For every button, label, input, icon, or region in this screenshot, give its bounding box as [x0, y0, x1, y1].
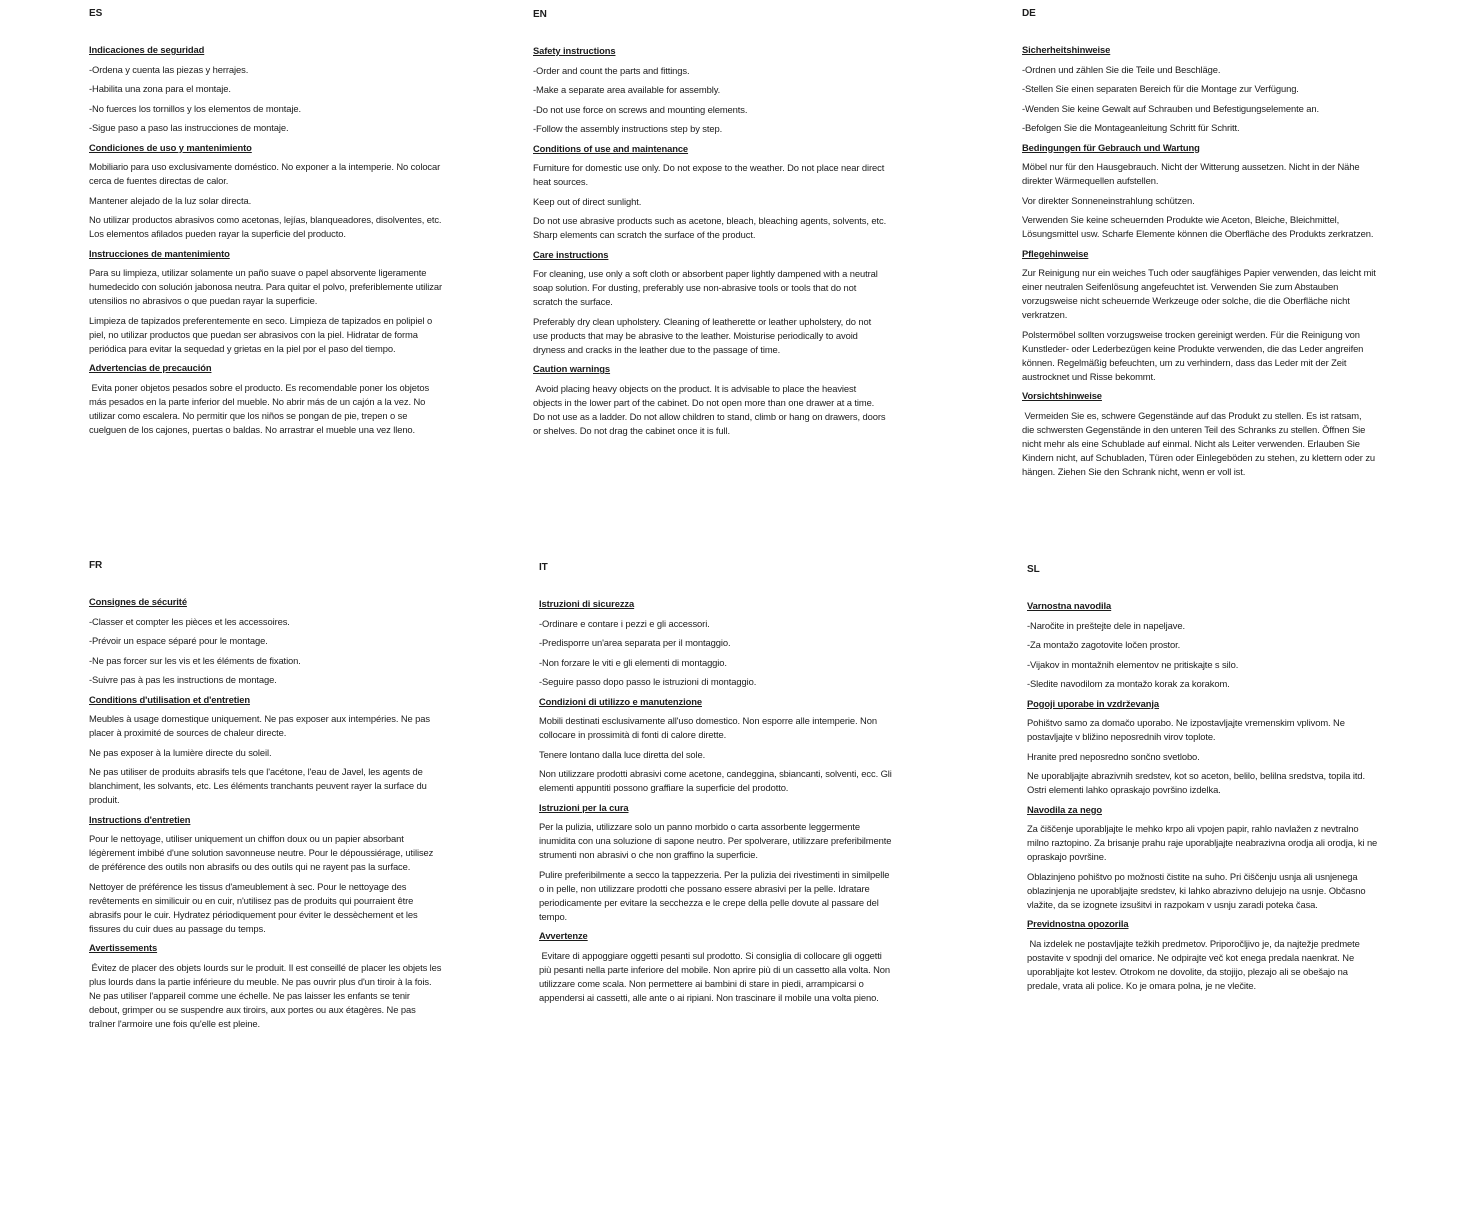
- paragraph: -Habilita una zona para el montaje.: [89, 83, 231, 94]
- paragraph: Preferably dry clean upholstery. Cleaning of leatherette or leather upholstery, do not use products that may be abrasive to the leather. Moisturise periodically to avoid dryness and cracks in the leather due to the passage of time.: [533, 315, 874, 355]
- paragraph: Möbel nur für den Hausgebrauch. Nicht der Witterung aussetzen. Nicht in der Nähe direkter Wärmequellen aufstellen.: [1022, 161, 1363, 186]
- paragraph: Para su limpieza, utilizar solamente un paño suave o papel absorvente ligeramente humedecido con solución jabonosa neutra. Para quitar el polvo, preferiblemente utilizar utensilios no abrasivos o que puedan rayar la superficie.: [89, 267, 445, 306]
- paragraph: -Sledite navodilom za montažo korak za korakom.: [1027, 678, 1230, 689]
- section-heading: Condiciones de uso y mantenimiento: [89, 141, 252, 153]
- section-it: [539, 562, 893, 1010]
- section-sl: [1027, 564, 1381, 998]
- section-heading: Consignes de sécurité: [89, 596, 187, 607]
- section-content-fr: [89, 595, 443, 1031]
- section-heading: Advertencias de precaución: [89, 362, 212, 373]
- paragraph: -Za montažo zagotovite ločen prostor.: [1027, 639, 1181, 650]
- section-heading: Pogoji uporabe in vzdrževanja: [1027, 697, 1160, 709]
- paragraph: -Seguire passo dopo passo le istruzioni di montaggio.: [539, 676, 757, 687]
- paragraph: Evita poner objetos pesados sobre el producto. Es recomendable poner los objetos más pesados en la parte inferior del mueble. No abrir más de un cajón a la vez. No utilizar como escalera. No permitir que los niños se pongan de pie, trepen o se cuelguen de los cajones, puertas o baldas. No arrastrar el mueble una vez lleno.: [89, 381, 432, 435]
- paragraph: -Vijakov in montažnih elementov ne pritiskajte s silo.: [1027, 658, 1239, 670]
- paragraph: Hranite pred neposredno sončno svetlobo.: [1027, 750, 1200, 762]
- paragraph: -Sigue paso a paso las instrucciones de montaje.: [89, 122, 289, 133]
- paragraph: -Follow the assembly instructions step by step.: [533, 123, 723, 134]
- paragraph: -Ordena y cuenta las piezas y herrajes.: [89, 63, 249, 75]
- paragraph: Nettoyer de préférence les tissus d'ameublement à sec. Pour le nettoyage des revêtements en similicuir ou en cuir, n'utilisez pas de produits qui pourraient être abrasifs pour le cuir. Hydratez périodiquement pour éviter le dessèchement et les fissures du cuir dues au passage du temps.: [89, 880, 421, 934]
- paragraph: Per la pulizia, utilizzare solo un panno morbido o carta assorbente leggermente inumidita con una soluzione di sapone neutro. Per spolverare, utilizzare preferibilmente strumenti non abrasivi o che non graffino la superficie.: [539, 821, 894, 860]
- paragraph: -Make a separate area available for assembly.: [533, 84, 721, 95]
- section-heading: Varnostna navodila: [1027, 600, 1112, 611]
- section-heading: Istruzioni di sicurezza: [539, 598, 635, 609]
- language-label-it: IT: [539, 562, 548, 573]
- paragraph: Do not use abrasive products such as acetone, bleach, bleaching agents, solvents, etc. Sharp elements can scratch the surface of the product.: [533, 215, 889, 240]
- section-fr: [89, 560, 443, 1036]
- paragraph: Polstermöbel sollten vorzugsweise trocken gereinigt werden. Für die Reinigung von Kunstleder- oder Lederbezügen keine Produkte verwenden, die das Leder angreifen können. Regelmäßig befeuchten, um zu verhindern, dass das Leder mit der Zeit austrocknet und Risse bekommt.: [1022, 328, 1366, 382]
- section-heading: Previdnostna opozorila: [1027, 918, 1129, 929]
- paragraph: Verwenden Sie keine scheuernden Produkte wie Aceton, Bleiche, Bleichmittel, Lösungsmittel usw. Scharfe Elemente können die Oberfläche des Produkts zerkratzen.: [1022, 214, 1374, 239]
- paragraph: Non utilizzare prodotti abrasivi come acetone, candeggina, sbiancanti, solventi, ecc. Gli elementi appuntiti possono graffiare la superficie del prodotto.: [539, 768, 895, 793]
- paragraph: Mobiliario para uso exclusivamente doméstico. No exponer a la intemperie. No colocar cerca de fuentes directas de calor.: [89, 161, 443, 186]
- section-en: [533, 9, 887, 443]
- paragraph: Evitare di appoggiare oggetti pesanti sul prodotto. Si consiglia di collocare gli oggetti più pesanti nella parte inferiore del mobile. Non aprire più di un cassetto alla volta. Non utilizzare come scala. Non permettere ai bambini di stare in piedi, arrampicarsi o appendersi ai cassetti, alle ante o ai ripiani. Non trascinare il mobile una volta pieno.: [539, 949, 893, 1003]
- paragraph: No utilizar productos abrasivos como acetonas, lejías, blanqueadores, disolventes, etc. Los elementos afilados pueden rayar la superficie del producto.: [89, 214, 444, 239]
- paragraph: -Suivre pas à pas les instructions de montage.: [89, 674, 277, 685]
- paragraph: Limpieza de tapizados preferentemente en seco. Limpieza de tapizados en polipiel o piel, no utilizar productos que puedan ser abrasivos con la piel. Hidratar de forma periódica para evitar la sequedad y grietas en la piel por el paso del tiempo.: [89, 314, 435, 354]
- paragraph: -Stellen Sie einen separaten Bereich für die Montage zur Verfügung.: [1022, 83, 1299, 94]
- section-content-es: [89, 43, 443, 437]
- section-heading: Navodila za nego: [1027, 803, 1102, 815]
- paragraph: -No fuerces los tornillos y los elementos de montaje.: [89, 102, 301, 114]
- section-es: [89, 8, 443, 442]
- section-heading: Conditions of use and maintenance: [533, 142, 689, 154]
- section-content-sl: [1027, 599, 1381, 993]
- paragraph: -Befolgen Sie die Montageanleitung Schritt für Schritt.: [1022, 122, 1240, 133]
- paragraph: Évitez de placer des objets lourds sur le produit. Il est conseillé de placer les objets les plus lourds dans la partie inférieure du meuble. Ne pas ouvrir plus d'un tiroir à la fois. Ne pas utiliser l'appareil comme une échelle. Ne pas laisser les enfants se tenir debout, grimper ou se suspendre aux tiroirs, aux portes ou aux étagères. Ne pas traîner l'armoire une fois qu'elle est pleine.: [89, 961, 444, 1029]
- section-heading: Istruzioni per la cura: [539, 801, 629, 813]
- paragraph: Mantener alejado de la luz solar directa.: [89, 194, 252, 206]
- section-heading: Caution warnings: [533, 363, 611, 374]
- paragraph: -Classer et compter les pièces et les accessoires.: [89, 615, 290, 627]
- language-label-en: EN: [533, 9, 547, 20]
- section-heading: Instrucciones de mantenimiento: [89, 247, 230, 259]
- section-heading: Avvertenze: [539, 930, 588, 941]
- section-heading: Safety instructions: [533, 45, 616, 56]
- section-heading: Pflegehinweise: [1022, 247, 1089, 259]
- paragraph: Ne pas utiliser de produits abrasifs tels que l'acétone, l'eau de Javel, les agents de blanchiment, les solvants, etc. Les éléments tranchants peuvent rayer la surface du produit.: [89, 766, 430, 805]
- paragraph: Zur Reinigung nur ein weiches Tuch oder saugfähiges Papier verwenden, das leicht mit einer neutralen Seifenlösung angefeuchtet ist. Verwenden Sie zum Abstauben vorzugsweise nicht scheuernde Werkzeuge oder solche, die die Oberfläche nicht verkratzen.: [1022, 267, 1379, 320]
- paragraph: -Non forzare le viti e gli elementi di montaggio.: [539, 656, 727, 668]
- section-heading: Sicherheitshinweise: [1022, 44, 1111, 55]
- paragraph: -Ne pas forcer sur les vis et les éléments de fixation.: [89, 654, 301, 666]
- paragraph: Mobili destinati esclusivamente all'uso domestico. Non esporre alle intemperie. Non collocare in prossimità di fonti di calore dirette.: [539, 715, 880, 740]
- paragraph: For cleaning, use only a soft cloth or absorbent paper lightly dampened with a neutral soap solution. For dusting, preferably use non-abrasive tools or tools that do not scratch the surface.: [533, 268, 881, 307]
- section-heading: Conditions d'utilisation et d'entretien: [89, 693, 250, 705]
- paragraph: Vor direkter Sonneneinstrahlung schützen.: [1022, 194, 1195, 206]
- language-label-es: ES: [89, 8, 103, 19]
- section-heading: Bedingungen für Gebrauch und Wartung: [1022, 141, 1200, 153]
- section-heading: Condizioni di utilizzo e manutenzione: [539, 695, 702, 707]
- paragraph: Pulire preferibilmente a secco la tappezzeria. Per la pulizia dei rivestimenti in similpelle o in pelle, non utilizzare prodotti che possano essere abrasivi per la pelle. Idratare periodicamente per evitare la secchezza e le crepe della pelle dovute al passare del tempo.: [539, 868, 892, 922]
- paragraph: Vermeiden Sie es, schwere Gegenstände auf das Produkt zu stellen. Es ist ratsam, die schwersten Gegenstände in den unteren Teil des Schranks zu stellen. Öffnen Sie nicht mehr als eine Schublade auf einmal. Nicht als Leiter verwenden. Erlauben Sie Kindern nicht, auf Schubladen, Türen oder Einlegeböden zu stehen, zu klettern oder zu hängen. Ziehen Sie den Schrank nicht, wenn er voll ist.: [1022, 409, 1378, 477]
- paragraph: Tenere lontano dalla luce diretta del sole.: [539, 748, 706, 760]
- paragraph: Pohištvo samo za domačo uporabo. Ne izpostavljajte vremenskim vplivom. Ne postavljajte v bližino neposrednih virov toplote.: [1027, 717, 1348, 742]
- paragraph: -Wenden Sie keine Gewalt auf Schrauben und Befestigungselemente an.: [1022, 102, 1319, 114]
- paragraph: -Naročite in preštejte dele in napeljave.: [1027, 619, 1185, 631]
- section-content-de: [1022, 43, 1379, 479]
- paragraph: Ne pas exposer à la lumière directe du soleil.: [89, 746, 272, 758]
- section-heading: Instructions d'entretien: [89, 813, 191, 825]
- paragraph: Ne uporabljajte abrazivnih sredstev, kot so aceton, belilo, belilna sredstva, topila itd. Ostri elementi lahko opraskajo površino izdelka.: [1027, 770, 1368, 795]
- section-heading: Vorsichtshinweise: [1022, 390, 1102, 401]
- section-content-en: [533, 44, 887, 438]
- paragraph: Furniture for domestic use only. Do not expose to the weather. Do not place near direct heat sources.: [533, 162, 887, 187]
- paragraph: Keep out of direct sunlight.: [533, 195, 642, 207]
- paragraph: -Ordinare e contare i pezzi e gli accessori.: [539, 617, 710, 629]
- paragraph: -Prévoir un espace séparé pour le montage.: [89, 635, 268, 646]
- paragraph: -Order and count the parts and fittings.: [533, 64, 690, 76]
- paragraph: Za čiščenje uporabljajte le mehko krpo ali vpojen papir, rahlo navlažen z nevtralno milno raztopino. Za brisanje prahu raje uporabljajte neabrazivna orodja ali orodja, ki ne opraskajo površine.: [1027, 823, 1380, 862]
- language-label-de: DE: [1022, 8, 1036, 19]
- language-label-sl: SL: [1027, 564, 1040, 575]
- section-heading: Care instructions: [533, 248, 609, 260]
- paragraph: Na izdelek ne postavljajte težkih predmetov. Priporočljivo je, da najtežje predmete postavite v spodnji del omarice. Ne odpirajte več kot enega predala naenkrat. Ne uporabljajte kot lestev. Otrokom ne dovolite, da stojijo, plezajo ali se obešajo na predale, vrata ali police. Ko je omara polna, je ne vlečite.: [1027, 937, 1363, 991]
- section-de: [1022, 8, 1379, 484]
- section-heading: Indicaciones de seguridad: [89, 44, 205, 55]
- paragraph: Oblazinjeno pohištvo po možnosti čistite na suho. Pri čiščenju usnja ali usnjenega oblazinjenja ne uporabljajte sredstev, ki lahko abrazivno delujejo na usnje. Občasno vlažite, da se izognete izsušitvi in razpokam v usnju zaradi poteka časa.: [1027, 870, 1369, 910]
- language-label-fr: FR: [89, 560, 103, 571]
- paragraph: -Ordnen und zählen Sie die Teile und Beschläge.: [1022, 63, 1221, 75]
- paragraph: -Predisporre un'area separata per il montaggio.: [539, 637, 731, 648]
- section-heading: Avertissements: [89, 942, 158, 953]
- paragraph: Avoid placing heavy objects on the product. It is advisable to place the heaviest objects in the lower part of the cabinet. Do not open more than one drawer at a time. Do not use as a ladder. Do not allow children to stand, climb or hang on drawers, doors or shelves. Do not drag the cabinet once it is full.: [533, 382, 888, 436]
- section-content-it: [539, 597, 893, 1005]
- paragraph: Pour le nettoyage, utiliser uniquement un chiffon doux ou un papier absorbant légèrement imbibé d'une solution savonneuse neutre. Pour le dépoussiérage, utilisez de préférence des outils non abrasifs ou des outils qui ne rayent pas la surface.: [89, 833, 436, 872]
- paragraph: Meubles à usage domestique uniquement. Ne pas exposer aux intempéries. Ne pas placer à proximité de sources de chaleur directe.: [89, 713, 433, 738]
- paragraph: -Do not use force on screws and mounting elements.: [533, 103, 748, 115]
